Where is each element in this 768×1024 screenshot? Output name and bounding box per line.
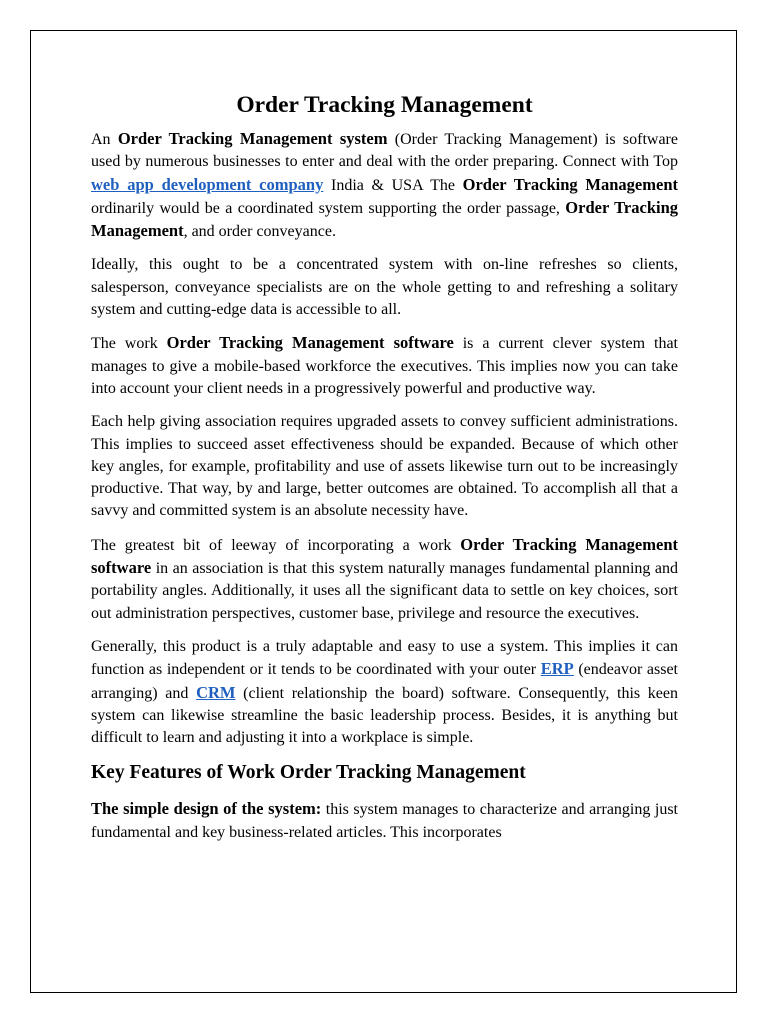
paragraph-leeway (91, 534, 678, 625)
web-app-development-link[interactable]: web app development company (91, 174, 324, 194)
text-run: ordinarily would be a coordinated system supporting the order passage, (91, 199, 566, 217)
paragraph-assets: Each help giving association requires upgraded assets to convey sufficient administrations. This implies to succeed asset effectiveness should be expanded. Because of which other key angles, for example, profitability and use of assets likewise turn out to be increasingly productive. That way, by and large, better outcomes are obtained. To accomplish all that a savvy and committed system is an absolute necessity have. (91, 413, 678, 520)
paragraph-intro (91, 128, 678, 243)
text-run: (endeavor asset arranging) and (91, 661, 678, 702)
crm-link[interactable]: CRM (196, 682, 236, 702)
text-run: Generally, this product is a truly adaptable and easy to use a system. This implies it can function as independent or it tends to be coordinated with your outer (91, 637, 678, 679)
text-run: An (91, 131, 118, 148)
text-run: (client relationship the board) software. Consequently, this keen system can likewise streamline the basic leadership process. Besides, it is anything but difficult to learn and adjusting it into a workplace is simple. (91, 684, 678, 747)
bold-term: Order Tracking Management system (117, 129, 388, 148)
text-run: (Order Tracking Management) is software used by numerous businesses to enter and deal with the order preparing. Connect with Top (91, 131, 678, 171)
bold-term: Order Tracking Management (91, 197, 679, 241)
text-run: in an association is that this system naturally manages fundamental planning and portability angles. Additionally, it uses all the significant data to settle on key choices, sort out administration perspectives, customer base, privilege and resource the executives. (91, 560, 678, 622)
section-heading-key-features: Key Features of Work Order Tracking Management (91, 762, 526, 784)
document-body (91, 90, 678, 855)
text-run: is a current clever system that manages to give a mobile-based workforce the executives. This implies now you can take into account your client needs in a progressively powerful and productive way. (91, 335, 678, 397)
bold-term: Order Tracking Management software (166, 333, 454, 353)
paragraph-simple-design (91, 798, 678, 844)
text-run: India & USA The (323, 176, 463, 194)
bold-term: Order Tracking Management software (91, 534, 678, 578)
erp-link[interactable]: ERP (540, 659, 574, 679)
bold-term: Order Tracking Management (462, 174, 678, 194)
text-run: The work (91, 335, 167, 353)
text-run: , and order conveyance. (183, 223, 336, 241)
paragraph-work-software (91, 332, 678, 400)
document-title: Order Tracking Management (236, 92, 533, 118)
paragraph-adaptable (91, 636, 678, 749)
paragraph-ideally: Ideally, this ought to be a concentrated system with on-line refreshes so clients, salesperson, conveyance specialists are on the whole getting to and refreshing a solitary system and cutting-edge data is accessible to all. (91, 256, 678, 319)
text-run: The greatest bit of leeway of incorporating a work (91, 536, 461, 554)
bold-term: The simple design of the system: (91, 799, 322, 819)
text-run: this system manages to characterize and arranging just fundamental and key business-related articles. This incorporates (91, 801, 678, 841)
